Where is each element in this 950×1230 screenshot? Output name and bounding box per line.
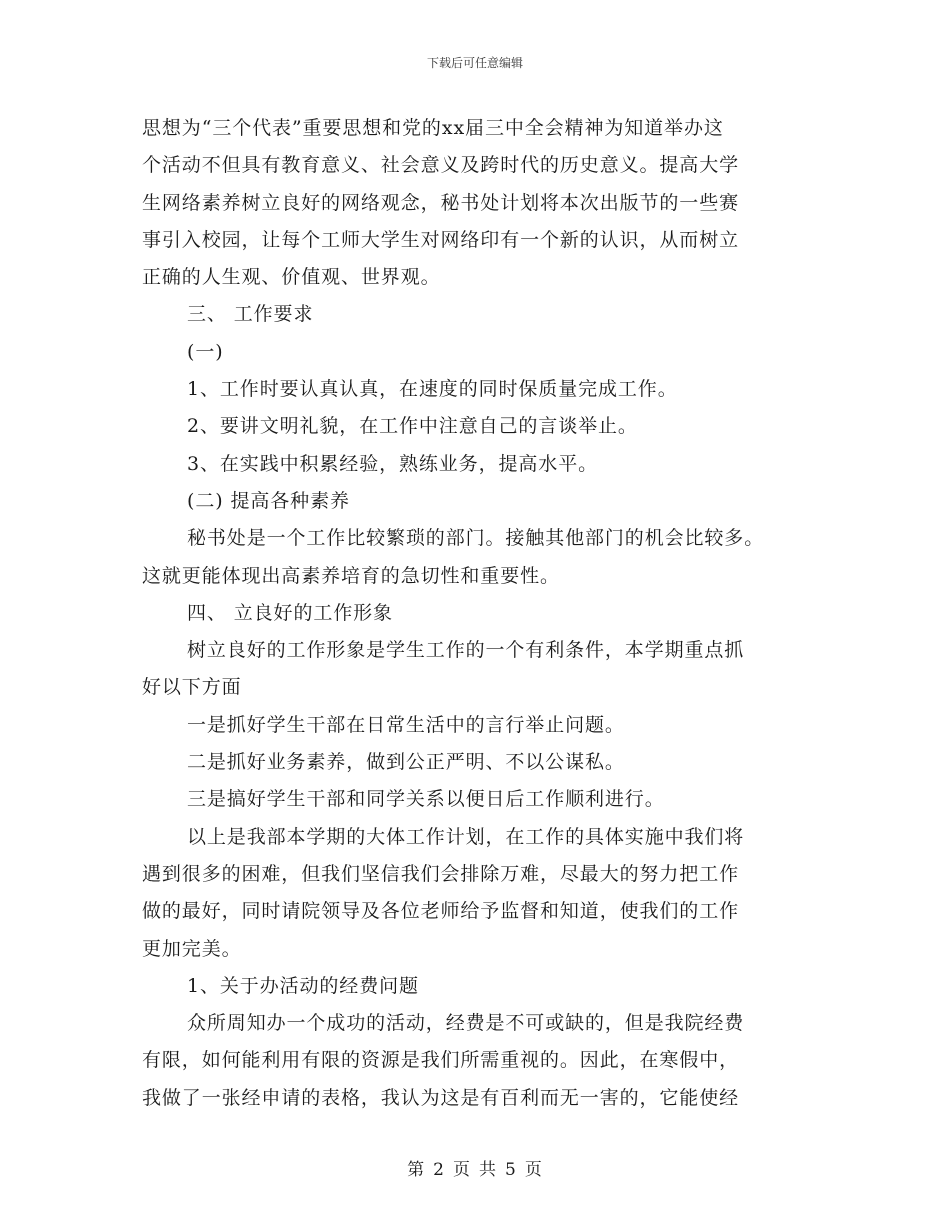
text-line: 以上是我部本学期的大体工作计划，在工作的具体实施中我们将 [187,825,745,848]
text-line: 二是抓好业务素养，做到公正严明、不以公谋私。 [187,751,625,774]
text-line: 一是抓好学生干部在日常生活中的言行举止问题。 [187,713,625,736]
text-line: 个活动不但具有教育意义、社会意义及跨时代的历史意义。提高大学 [142,154,740,177]
footer-current-page: 2 [433,1160,445,1180]
text-line: 众所周知办一个成功的活动，经费是不可或缺的，但是我院经费 [187,1012,745,1035]
text-line: 三是搞好学生干部和同学关系以便日后工作顺利进行。 [187,788,665,811]
text-line: 遇到很多的困难，但我们坚信我们会排除万难，尽最大的努力把工作 [142,862,740,885]
text-line: 三、 工作要求 [187,303,314,326]
text-line: (一) [187,340,224,363]
text-line: 更加完美。 [142,937,242,960]
footer-total-prefix: 共 [479,1160,497,1180]
text-line: (二) 提高各种素养 [187,489,350,512]
page-footer [0,1155,950,1180]
text-line: 2、要讲文明礼貌，在工作中注意自己的言谈举止。 [187,415,638,438]
text-line: 秘书处是一个工作比较繁琐的部门。接触其他部门的机会比较多。 [187,527,765,550]
text-line: 树立良好的工作形象是学生工作的一个有利条件，本学期重点抓 [187,639,745,662]
page-header: 下载后可任意编辑 [426,56,523,70]
text-line: 3、在实践中积累经验，熟练业务，提高水平。 [187,452,598,475]
text-line: 1、关于办活动的经费问题 [187,974,419,997]
text-line: 思想为“三个代表”重要思想和党的xx届三中全会精神为知道举办这 [142,117,724,139]
text-line: 1、工作时要认真认真，在速度的同时保质量完成工作。 [187,378,678,401]
body-text [142,110,814,1117]
text-line: 我做了一张经申请的表格，我认为这是有百利而无一害的，它能使经 [142,1086,740,1109]
text-line: 正确的人生观、价值观、世界观。 [142,266,441,289]
text-line: 生网络素养树立良好的网络观念，秘书处计划将本次出版节的一些赛 [142,191,740,214]
footer-page-unit: 页 [453,1160,471,1180]
text-line: 这就更能体现出高素养培育的急切性和重要性。 [142,564,560,587]
text-line: 好以下方面 [142,676,242,699]
footer-total-pages: 5 [505,1160,517,1180]
footer-prefix: 第 [407,1160,426,1180]
text-line: 事引入校园，让每个工师大学生对网络印有一个新的认识，从而树立 [142,228,740,251]
text-line: 有限，如何能利用有限的资源是我们所需重视的。因此，在寒假中， [142,1049,740,1072]
text-line: 四、 立良好的工作形象 [187,601,393,624]
footer-total-unit: 页 [524,1160,543,1180]
text-line: 做的最好，同时请院领导及各位老师给予监督和知道，使我们的工作 [142,900,740,923]
